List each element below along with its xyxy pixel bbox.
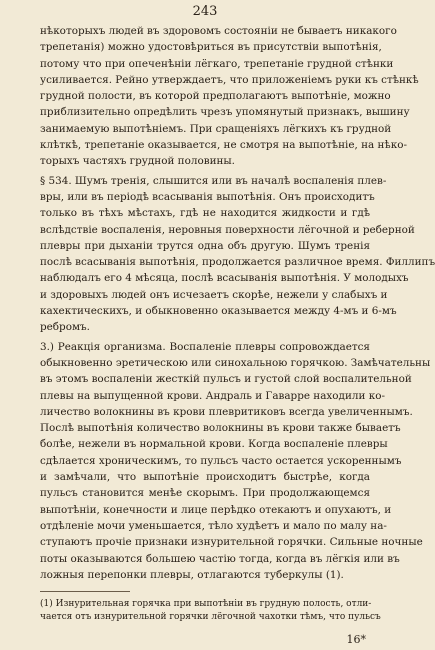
text-line: Послѣ выпотѣнiя количество волокнины въ крови также бываетъ	[40, 422, 401, 435]
footnote-line: чается отъ изнурительной горячки лёгочной чахотки тѣмъ, что пульсъ	[40, 612, 381, 623]
text-line: нѣкоторыхъ людей въ здоровомъ состоянiи не бываетъ никакого	[40, 25, 397, 37]
text-line: 3.) Реакцiя организма. Воспаленiе плевры сопровождается	[40, 340, 370, 353]
text-line: ложныя перепонки плевры, отлагаются туберкулы (1).	[40, 568, 344, 581]
text-line: обыкновенно эретическою или синохальною горячкою. Замѣчательны	[40, 356, 431, 369]
text-line: отдѣленiе мочи уменьшается, тѣло худѣетъ и мало по малу на-	[40, 519, 387, 532]
text-line: ребромъ.	[40, 321, 90, 334]
text-line: плевы на выпущенной крови. Андраль и Гаварре находили ко-	[40, 389, 385, 402]
text-line: § 534. Шумъ тренiя, слышится или въ началѣ воспаленiя плев-	[40, 174, 387, 187]
text-line: въ этомъ воспаленiи жесткiй пульсъ и густой слой воспалительной	[40, 373, 412, 386]
text-line: ступаютъ прочiе признаки изнурительной горячки. Сильные ночные	[40, 536, 423, 549]
text-line: кахектическихъ, и обыкновенно оказывается между 4-мъ и 6-мъ	[40, 305, 397, 318]
text-line: усиливается. Рейно утверждаетъ, что приложенiемъ руки къ стѣнкѣ	[40, 73, 419, 86]
text-line: сдѣлается хроническимъ, то пульсъ часто остается ускореннымъ	[40, 454, 402, 467]
text-line: пульсъ становится менѣе скорымъ. При продолжающемся	[40, 487, 370, 500]
text-line: поты оказываются большею частiю тогда, когда въ лёгкiя или въ	[40, 552, 400, 565]
text-line: плевры при дыханiи трутся одна объ другую. Шумъ тренiя	[40, 239, 370, 252]
text-line: болѣе, нежели въ нормальной крови. Когда воспаленiе плевры	[40, 438, 388, 451]
text-line: и замѣчали, что выпотѣнiе происходитъ быстрѣе, когда	[40, 471, 370, 484]
text-line: наблюдалъ его 4 мѣсяца, послѣ всасыванiя выпотѣнiя. У молодыхъ	[40, 272, 409, 285]
signature-mark: 16*	[346, 633, 366, 646]
text-line: вры, или въ перiодѣ всасыванiя выпотѣнiя. Онъ происходитъ	[40, 190, 375, 203]
text-line: выпотѣнiи, конечности и лице перѣдко отекаютъ и опухаютъ, и	[40, 503, 392, 516]
text-line: вслѣдствiе воспаленiя, неровныя поверхности лёгочной и реберной	[40, 223, 415, 236]
text-line: приблизительно опредѣлить чрезъ упомянутый признакъ, вышину	[40, 106, 410, 119]
text-line: только въ тѣхъ мѣстахъ, гдѣ не находится жидкости и гдѣ	[40, 207, 370, 220]
footnote	[40, 598, 381, 624]
text-line: трепетанiя) можно удостовѣриться въ присутствiи выпотѣнiя,	[40, 41, 382, 54]
text-line: и здоровыхъ людей онъ исчезаетъ скорѣе, нежели у слабыхъ и	[40, 288, 388, 301]
text-line: послѣ всасыванiя выпотѣнiя, продолжается различное время. Филлипъ	[40, 256, 435, 269]
text-line: грудной полости, въ которой предполагаютъ выпотѣнiе, можно	[40, 90, 391, 103]
body-text	[40, 23, 435, 583]
text-line: клѣткѣ, трепетанiе оказывается, не смотря на выпотѣнiе, на нѣко-	[40, 139, 407, 152]
text-line: личество волокнины въ крови плевритиковъ всегда увеличеннымъ.	[40, 405, 413, 418]
text-line: торыхъ частяхъ грудной половины.	[40, 155, 235, 168]
footnote-divider	[40, 591, 130, 592]
text-line: занимаемую выпотѣнiемъ. При сращенiяхъ лёгкихъ къ грудной	[40, 122, 392, 135]
footnote-line: (1) Изнурительная горячка при выпотѣнiи въ грудную полость, отли-	[40, 599, 372, 610]
page-number: 243	[192, 4, 218, 19]
text-line: потому что при опеченѣнiи лёгкаго, трепетанiе грудной стѣнки	[40, 57, 394, 70]
